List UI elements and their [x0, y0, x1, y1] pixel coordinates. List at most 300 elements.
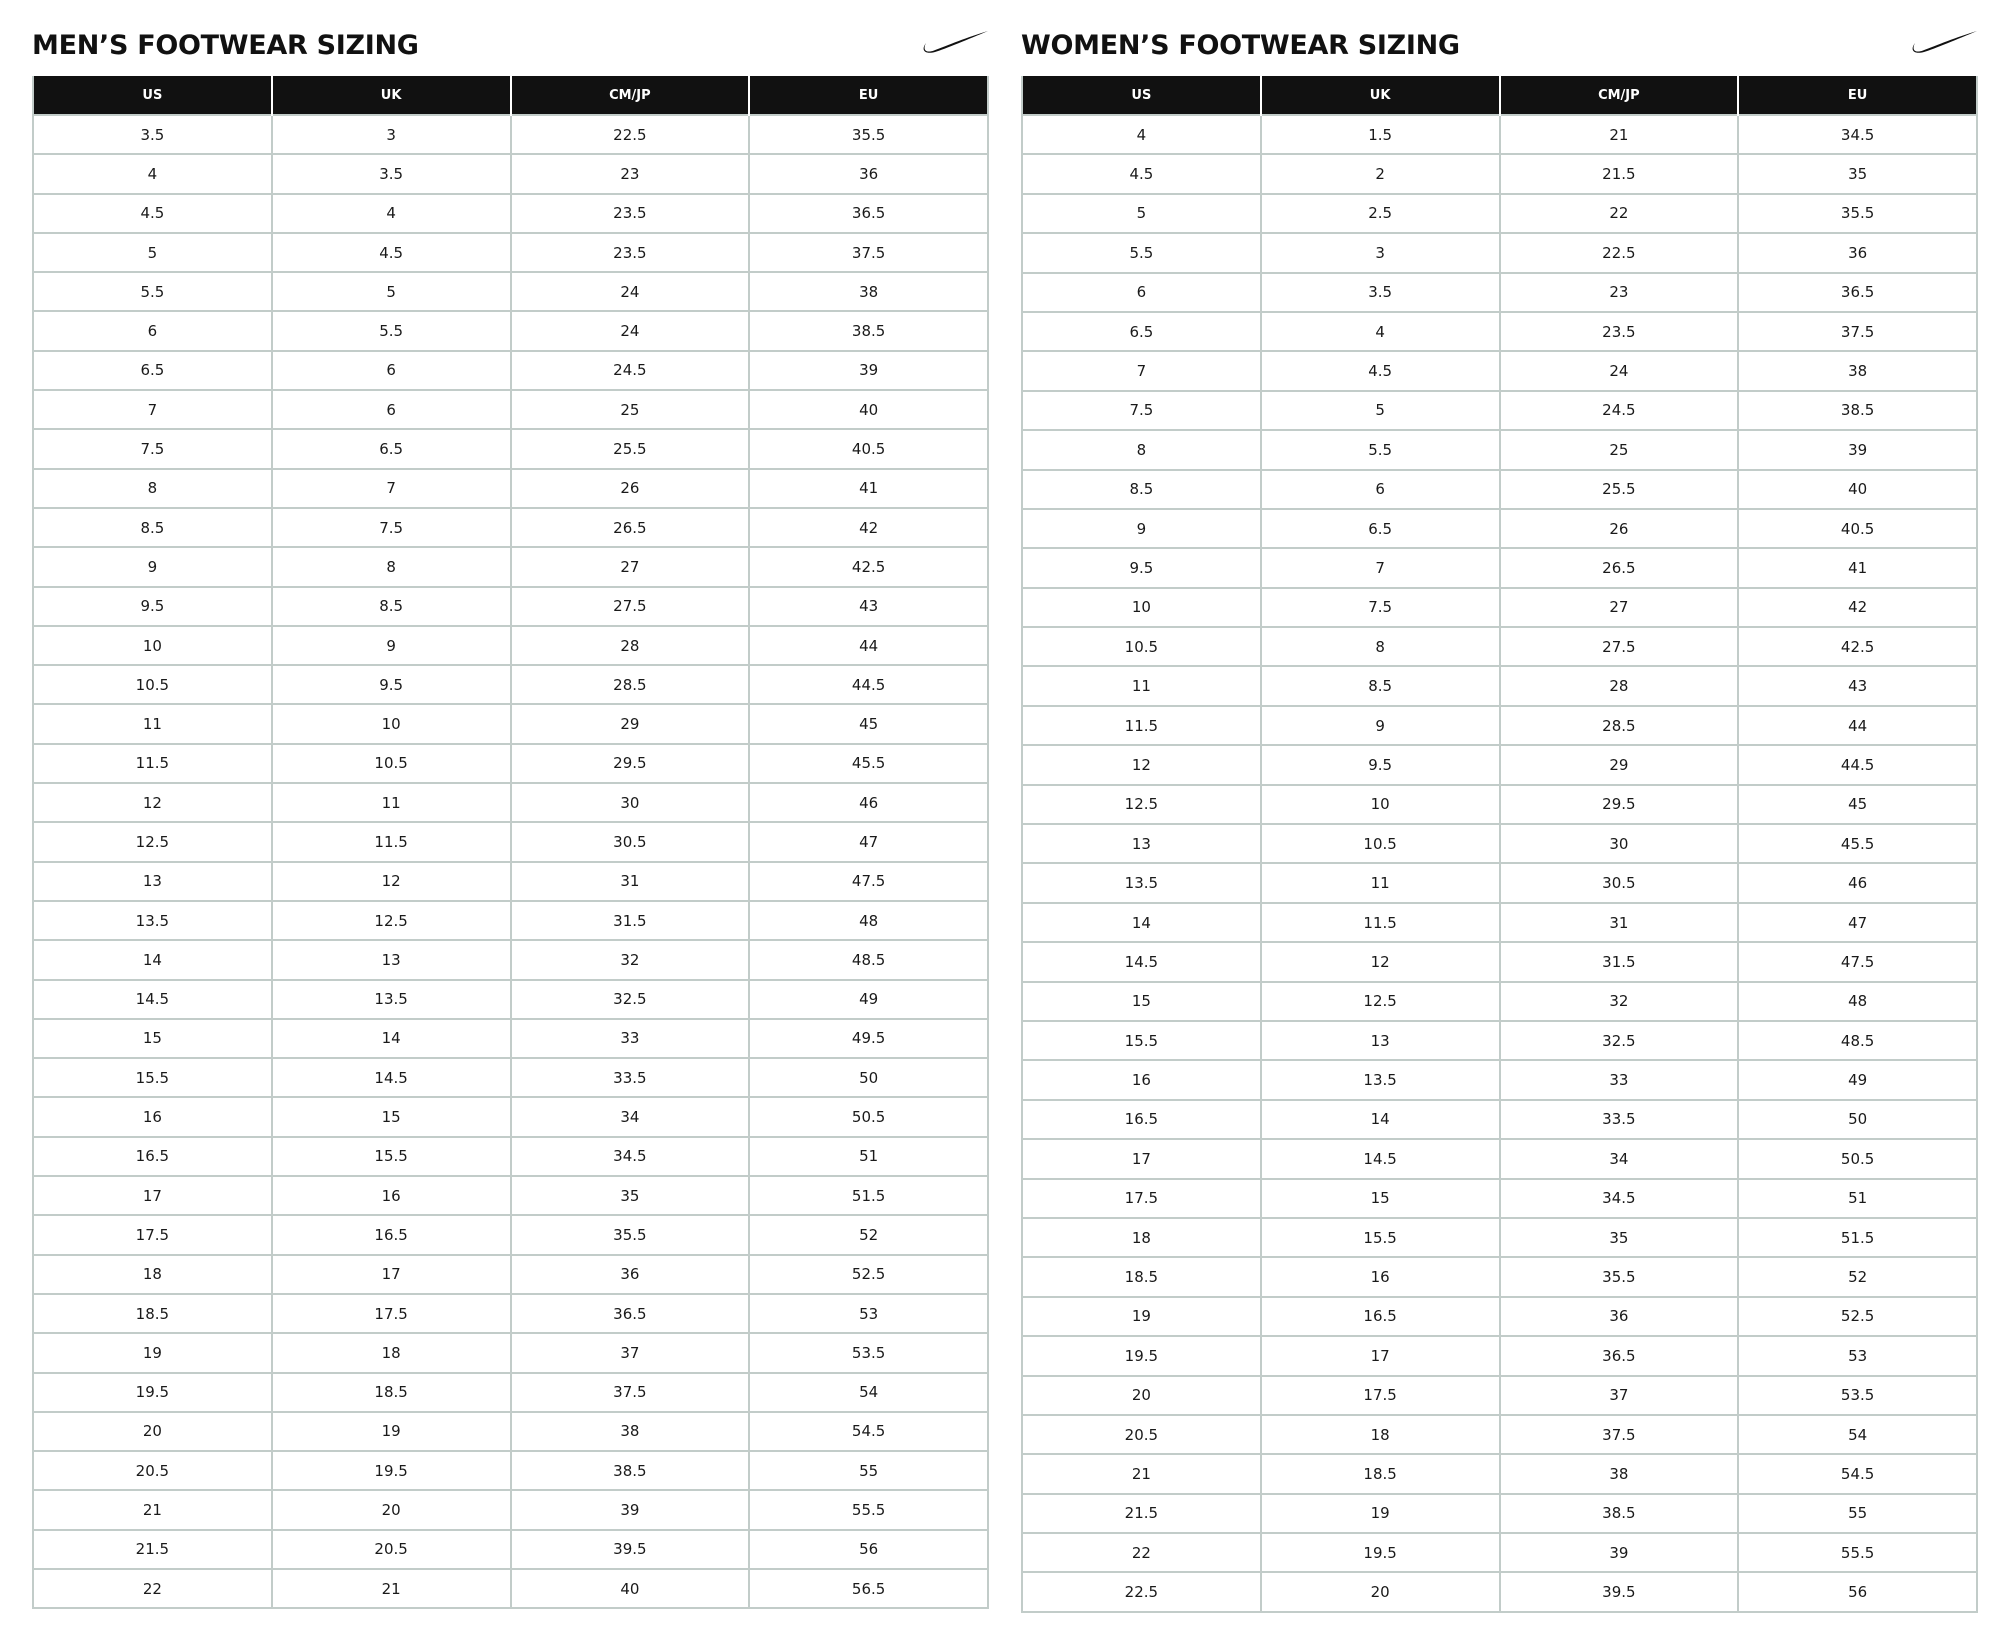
- cell-us: 12.5: [1022, 785, 1261, 824]
- cell-uk: 19: [272, 1412, 511, 1451]
- cell-cm-jp: 32: [511, 940, 750, 979]
- cell-uk: 20: [1261, 1572, 1500, 1611]
- cell-uk: 3: [272, 115, 511, 154]
- cell-eu: 49: [749, 980, 988, 1019]
- cell-uk: 11: [272, 783, 511, 822]
- table-row: [1022, 1257, 1977, 1296]
- cell-cm-jp: 29: [1500, 745, 1739, 784]
- cell-uk: 7.5: [1261, 588, 1500, 627]
- cell-uk: 12: [1261, 942, 1500, 981]
- cell-eu: 39: [749, 351, 988, 390]
- cell-eu: 44: [749, 626, 988, 665]
- table-row: [33, 626, 988, 665]
- cell-cm-jp: 30.5: [1500, 863, 1739, 902]
- table-row: [1022, 824, 1977, 863]
- cell-us: 18: [1022, 1218, 1261, 1257]
- cell-eu: 56: [1738, 1572, 1977, 1611]
- cell-eu: 45.5: [749, 744, 988, 783]
- table-row: [33, 587, 988, 626]
- cell-uk: 19: [1261, 1494, 1500, 1533]
- table-row: [1022, 1060, 1977, 1099]
- cell-cm-jp: 27.5: [511, 587, 750, 626]
- cell-eu: 45: [1738, 785, 1977, 824]
- table-row: [33, 351, 988, 390]
- cell-us: 15.5: [33, 1058, 272, 1097]
- cell-uk: 4.5: [1261, 351, 1500, 390]
- cell-eu: 34.5: [1738, 115, 1977, 154]
- cell-cm-jp: 22.5: [511, 115, 750, 154]
- cell-uk: 7: [1261, 548, 1500, 587]
- cell-uk: 5: [1261, 391, 1500, 430]
- cell-us: 20.5: [33, 1451, 272, 1490]
- table-row: [1022, 115, 1977, 154]
- cell-uk: 10: [272, 704, 511, 743]
- table-header-row: [1022, 76, 1977, 115]
- table-row: [33, 980, 988, 1019]
- women-size-table: [1021, 76, 1978, 1613]
- cell-uk: 20.5: [272, 1530, 511, 1569]
- cell-us: 11: [1022, 666, 1261, 705]
- table-row: [33, 390, 988, 429]
- table-row: [33, 1451, 988, 1490]
- cell-cm-jp: 26: [511, 469, 750, 508]
- cell-cm-jp: 21: [1500, 115, 1739, 154]
- table-row: [33, 1294, 988, 1333]
- cell-uk: 7.5: [272, 508, 511, 547]
- men-size-table: [32, 76, 989, 1609]
- table-row: [33, 1019, 988, 1058]
- cell-cm-jp: 24: [511, 272, 750, 311]
- cell-uk: 5.5: [1261, 430, 1500, 469]
- cell-uk: 19.5: [1261, 1533, 1500, 1572]
- cell-eu: 42.5: [1738, 627, 1977, 666]
- cell-us: 15: [33, 1019, 272, 1058]
- cell-us: 19: [1022, 1297, 1261, 1336]
- cell-cm-jp: 38.5: [511, 1451, 750, 1490]
- table-row: [33, 194, 988, 233]
- cell-uk: 17.5: [1261, 1376, 1500, 1415]
- cell-uk: 21: [272, 1569, 511, 1608]
- cell-us: 10.5: [33, 665, 272, 704]
- table-row: [33, 1569, 988, 1608]
- cell-uk: 11.5: [272, 822, 511, 861]
- cell-cm-jp: 31.5: [1500, 942, 1739, 981]
- cell-uk: 5.5: [272, 311, 511, 350]
- cell-eu: 42.5: [749, 547, 988, 586]
- table-row: [33, 1058, 988, 1097]
- cell-cm-jp: 39.5: [511, 1530, 750, 1569]
- cell-uk: 11.5: [1261, 903, 1500, 942]
- cell-eu: 48.5: [1738, 1021, 1977, 1060]
- cell-uk: 10.5: [1261, 824, 1500, 863]
- cell-eu: 49.5: [749, 1019, 988, 1058]
- cell-us: 5.5: [33, 272, 272, 311]
- cell-us: 5: [33, 233, 272, 272]
- table-row: [33, 783, 988, 822]
- cell-cm-jp: 35: [511, 1176, 750, 1215]
- cell-uk: 16.5: [1261, 1297, 1500, 1336]
- cell-cm-jp: 26.5: [1500, 548, 1739, 587]
- cell-us: 21.5: [1022, 1494, 1261, 1533]
- table-row: [1022, 233, 1977, 272]
- table-row: [1022, 273, 1977, 312]
- col-header-eu: EU: [749, 76, 988, 115]
- cell-eu: 55.5: [1738, 1533, 1977, 1572]
- cell-eu: 35.5: [1738, 194, 1977, 233]
- cell-uk: 16: [272, 1176, 511, 1215]
- table-row: [1022, 666, 1977, 705]
- cell-cm-jp: 26.5: [511, 508, 750, 547]
- men-panel-title: MEN’S FOOTWEAR SIZING: [32, 30, 419, 61]
- cell-uk: 12: [272, 862, 511, 901]
- cell-eu: 53: [749, 1294, 988, 1333]
- cell-cm-jp: 33.5: [1500, 1100, 1739, 1139]
- cell-cm-jp: 25.5: [1500, 470, 1739, 509]
- col-header-uk: UK: [272, 76, 511, 115]
- cell-eu: 39: [1738, 430, 1977, 469]
- table-row: [1022, 154, 1977, 193]
- table-row: [33, 1137, 988, 1176]
- cell-uk: 9.5: [272, 665, 511, 704]
- men-sizing-panel: [32, 24, 989, 1609]
- cell-cm-jp: 36.5: [1500, 1336, 1739, 1375]
- col-header-cm-jp: CM/JP: [511, 76, 750, 115]
- cell-us: 13: [1022, 824, 1261, 863]
- cell-cm-jp: 33: [511, 1019, 750, 1058]
- cell-eu: 48: [749, 901, 988, 940]
- cell-us: 21.5: [33, 1530, 272, 1569]
- table-row: [33, 1490, 988, 1529]
- table-row: [33, 1176, 988, 1215]
- cell-cm-jp: 23: [1500, 273, 1739, 312]
- cell-us: 6: [33, 311, 272, 350]
- cell-uk: 14: [1261, 1100, 1500, 1139]
- cell-eu: 44: [1738, 706, 1977, 745]
- cell-eu: 47: [749, 822, 988, 861]
- cell-uk: 8: [272, 547, 511, 586]
- cell-us: 22: [33, 1569, 272, 1608]
- cell-cm-jp: 25: [1500, 430, 1739, 469]
- cell-uk: 9.5: [1261, 745, 1500, 784]
- table-row: [1022, 548, 1977, 587]
- cell-us: 6.5: [1022, 312, 1261, 351]
- table-row: [33, 115, 988, 154]
- cell-us: 19.5: [33, 1373, 272, 1412]
- cell-us: 16.5: [33, 1137, 272, 1176]
- cell-cm-jp: 21.5: [1500, 154, 1739, 193]
- cell-us: 18.5: [1022, 1257, 1261, 1296]
- cell-eu: 55: [1738, 1494, 1977, 1533]
- cell-us: 8: [33, 469, 272, 508]
- cell-us: 10: [33, 626, 272, 665]
- cell-us: 18: [33, 1255, 272, 1294]
- cell-eu: 36.5: [1738, 273, 1977, 312]
- cell-eu: 50: [1738, 1100, 1977, 1139]
- cell-uk: 16: [1261, 1257, 1500, 1296]
- table-row: [33, 1215, 988, 1254]
- table-row: [1022, 1179, 1977, 1218]
- cell-cm-jp: 27: [1500, 588, 1739, 627]
- cell-cm-jp: 28: [1500, 666, 1739, 705]
- table-row: [1022, 785, 1977, 824]
- cell-eu: 51.5: [1738, 1218, 1977, 1257]
- cell-eu: 41: [1738, 548, 1977, 587]
- table-row: [1022, 982, 1977, 1021]
- cell-eu: 45.5: [1738, 824, 1977, 863]
- cell-cm-jp: 22: [1500, 194, 1739, 233]
- col-header-us: US: [33, 76, 272, 115]
- table-row: [33, 233, 988, 272]
- cell-cm-jp: 32: [1500, 982, 1739, 1021]
- table-row: [1022, 1376, 1977, 1415]
- cell-us: 17.5: [33, 1215, 272, 1254]
- table-row: [33, 862, 988, 901]
- cell-eu: 54: [749, 1373, 988, 1412]
- cell-uk: 10: [1261, 785, 1500, 824]
- table-row: [1022, 1021, 1977, 1060]
- cell-eu: 56: [749, 1530, 988, 1569]
- cell-eu: 43: [1738, 666, 1977, 705]
- cell-us: 15.5: [1022, 1021, 1261, 1060]
- cell-us: 14: [33, 940, 272, 979]
- cell-us: 22.5: [1022, 1572, 1261, 1611]
- cell-us: 4.5: [33, 194, 272, 233]
- cell-uk: 17: [272, 1255, 511, 1294]
- cell-uk: 15.5: [1261, 1218, 1500, 1257]
- cell-uk: 6.5: [1261, 509, 1500, 548]
- table-row: [33, 272, 988, 311]
- table-row: [1022, 194, 1977, 233]
- cell-eu: 45: [749, 704, 988, 743]
- table-row: [1022, 863, 1977, 902]
- cell-eu: 50.5: [749, 1097, 988, 1136]
- women-panel-header: [1021, 24, 1978, 76]
- cell-eu: 38.5: [749, 311, 988, 350]
- cell-us: 7.5: [33, 429, 272, 468]
- cell-uk: 2.5: [1261, 194, 1500, 233]
- cell-us: 4.5: [1022, 154, 1261, 193]
- cell-us: 9.5: [1022, 548, 1261, 587]
- cell-cm-jp: 29.5: [1500, 785, 1739, 824]
- cell-eu: 52.5: [749, 1255, 988, 1294]
- cell-eu: 37.5: [1738, 312, 1977, 351]
- cell-uk: 6: [272, 390, 511, 429]
- cell-eu: 43: [749, 587, 988, 626]
- cell-eu: 51.5: [749, 1176, 988, 1215]
- cell-uk: 14.5: [1261, 1139, 1500, 1178]
- cell-us: 14.5: [33, 980, 272, 1019]
- cell-uk: 11: [1261, 863, 1500, 902]
- col-header-cm-jp: CM/JP: [1500, 76, 1739, 115]
- cell-uk: 9: [272, 626, 511, 665]
- cell-eu: 52: [749, 1215, 988, 1254]
- cell-eu: 53.5: [749, 1333, 988, 1372]
- cell-uk: 6: [1261, 470, 1500, 509]
- cell-uk: 4.5: [272, 233, 511, 272]
- cell-eu: 40.5: [1738, 509, 1977, 548]
- cell-uk: 15.5: [272, 1137, 511, 1176]
- cell-us: 17: [33, 1176, 272, 1215]
- cell-cm-jp: 24: [511, 311, 750, 350]
- cell-eu: 35: [1738, 154, 1977, 193]
- cell-eu: 36: [1738, 233, 1977, 272]
- cell-us: 21: [33, 1490, 272, 1529]
- table-row: [1022, 509, 1977, 548]
- table-row: [33, 704, 988, 743]
- cell-us: 13.5: [1022, 863, 1261, 902]
- cell-eu: 55: [749, 1451, 988, 1490]
- nike-swoosh-icon: [1910, 30, 1978, 58]
- cell-us: 9.5: [33, 587, 272, 626]
- table-row: [1022, 1572, 1977, 1611]
- cell-uk: 6.5: [272, 429, 511, 468]
- cell-uk: 13.5: [272, 980, 511, 1019]
- cell-eu: 53.5: [1738, 1376, 1977, 1415]
- table-row: [33, 469, 988, 508]
- cell-us: 20: [1022, 1376, 1261, 1415]
- table-row: [1022, 1218, 1977, 1257]
- cell-us: 11: [33, 704, 272, 743]
- cell-cm-jp: 30: [1500, 824, 1739, 863]
- table-row: [33, 1530, 988, 1569]
- cell-eu: 46: [1738, 863, 1977, 902]
- table-row: [1022, 745, 1977, 784]
- cell-cm-jp: 29: [511, 704, 750, 743]
- cell-eu: 50: [749, 1058, 988, 1097]
- cell-us: 21: [1022, 1454, 1261, 1493]
- cell-uk: 12.5: [272, 901, 511, 940]
- cell-cm-jp: 24.5: [511, 351, 750, 390]
- cell-us: 9: [1022, 509, 1261, 548]
- cell-eu: 52.5: [1738, 1297, 1977, 1336]
- cell-cm-jp: 28.5: [511, 665, 750, 704]
- cell-eu: 52: [1738, 1257, 1977, 1296]
- cell-uk: 1.5: [1261, 115, 1500, 154]
- cell-us: 6.5: [33, 351, 272, 390]
- nike-swoosh-icon: [921, 30, 989, 58]
- cell-eu: 44.5: [1738, 745, 1977, 784]
- cell-us: 12: [33, 783, 272, 822]
- cell-uk: 7: [272, 469, 511, 508]
- table-row: [33, 744, 988, 783]
- cell-eu: 37.5: [749, 233, 988, 272]
- cell-eu: 51: [1738, 1179, 1977, 1218]
- cell-cm-jp: 40: [511, 1569, 750, 1608]
- cell-us: 17: [1022, 1139, 1261, 1178]
- men-panel-header: [32, 24, 989, 76]
- cell-uk: 18: [1261, 1415, 1500, 1454]
- cell-us: 16: [1022, 1060, 1261, 1099]
- cell-eu: 38: [749, 272, 988, 311]
- cell-eu: 41: [749, 469, 988, 508]
- women-sizing-panel: [1021, 24, 1978, 1613]
- cell-us: 6: [1022, 273, 1261, 312]
- cell-cm-jp: 24: [1500, 351, 1739, 390]
- cell-cm-jp: 30: [511, 783, 750, 822]
- cell-cm-jp: 27.5: [1500, 627, 1739, 666]
- cell-uk: 3.5: [1261, 273, 1500, 312]
- cell-cm-jp: 36: [1500, 1297, 1739, 1336]
- table-row: [33, 1333, 988, 1372]
- cell-cm-jp: 29.5: [511, 744, 750, 783]
- cell-uk: 14: [272, 1019, 511, 1058]
- col-header-us: US: [1022, 76, 1261, 115]
- cell-us: 17.5: [1022, 1179, 1261, 1218]
- cell-eu: 40.5: [749, 429, 988, 468]
- cell-uk: 2: [1261, 154, 1500, 193]
- cell-eu: 49: [1738, 1060, 1977, 1099]
- cell-eu: 54: [1738, 1415, 1977, 1454]
- cell-cm-jp: 25: [511, 390, 750, 429]
- cell-cm-jp: 38.5: [1500, 1494, 1739, 1533]
- cell-us: 7.5: [1022, 391, 1261, 430]
- cell-uk: 16.5: [272, 1215, 511, 1254]
- cell-cm-jp: 35.5: [1500, 1257, 1739, 1296]
- cell-us: 13: [33, 862, 272, 901]
- cell-us: 20.5: [1022, 1415, 1261, 1454]
- cell-uk: 18.5: [272, 1373, 511, 1412]
- table-row: [1022, 1533, 1977, 1572]
- cell-us: 16.5: [1022, 1100, 1261, 1139]
- table-row: [33, 665, 988, 704]
- cell-cm-jp: 33.5: [511, 1058, 750, 1097]
- cell-us: 15: [1022, 982, 1261, 1021]
- cell-uk: 13: [1261, 1021, 1500, 1060]
- cell-us: 14: [1022, 903, 1261, 942]
- cell-uk: 8.5: [272, 587, 511, 626]
- cell-uk: 9: [1261, 706, 1500, 745]
- cell-us: 16: [33, 1097, 272, 1136]
- cell-cm-jp: 32.5: [511, 980, 750, 1019]
- cell-uk: 17.5: [272, 1294, 511, 1333]
- cell-us: 7: [1022, 351, 1261, 390]
- cell-cm-jp: 34: [511, 1097, 750, 1136]
- cell-cm-jp: 31.5: [511, 901, 750, 940]
- cell-eu: 38: [1738, 351, 1977, 390]
- cell-us: 14.5: [1022, 942, 1261, 981]
- cell-cm-jp: 36.5: [511, 1294, 750, 1333]
- cell-eu: 40: [749, 390, 988, 429]
- table-row: [1022, 1297, 1977, 1336]
- cell-cm-jp: 28: [511, 626, 750, 665]
- table-row: [33, 1373, 988, 1412]
- cell-us: 4: [1022, 115, 1261, 154]
- cell-cm-jp: 31: [1500, 903, 1739, 942]
- cell-cm-jp: 22.5: [1500, 233, 1739, 272]
- cell-cm-jp: 33: [1500, 1060, 1739, 1099]
- cell-eu: 46: [749, 783, 988, 822]
- cell-cm-jp: 30.5: [511, 822, 750, 861]
- cell-uk: 19.5: [272, 1451, 511, 1490]
- cell-cm-jp: 24.5: [1500, 391, 1739, 430]
- cell-eu: 54.5: [749, 1412, 988, 1451]
- cell-uk: 12.5: [1261, 982, 1500, 1021]
- cell-cm-jp: 27: [511, 547, 750, 586]
- cell-us: 9: [33, 547, 272, 586]
- cell-uk: 3: [1261, 233, 1500, 272]
- cell-uk: 4: [1261, 312, 1500, 351]
- table-row: [1022, 903, 1977, 942]
- cell-us: 18.5: [33, 1294, 272, 1333]
- cell-us: 11.5: [1022, 706, 1261, 745]
- cell-eu: 38.5: [1738, 391, 1977, 430]
- table-row: [1022, 1494, 1977, 1533]
- cell-us: 10.5: [1022, 627, 1261, 666]
- cell-us: 12.5: [33, 822, 272, 861]
- table-row: [1022, 1336, 1977, 1375]
- table-row: [1022, 351, 1977, 390]
- cell-cm-jp: 39.5: [1500, 1572, 1739, 1611]
